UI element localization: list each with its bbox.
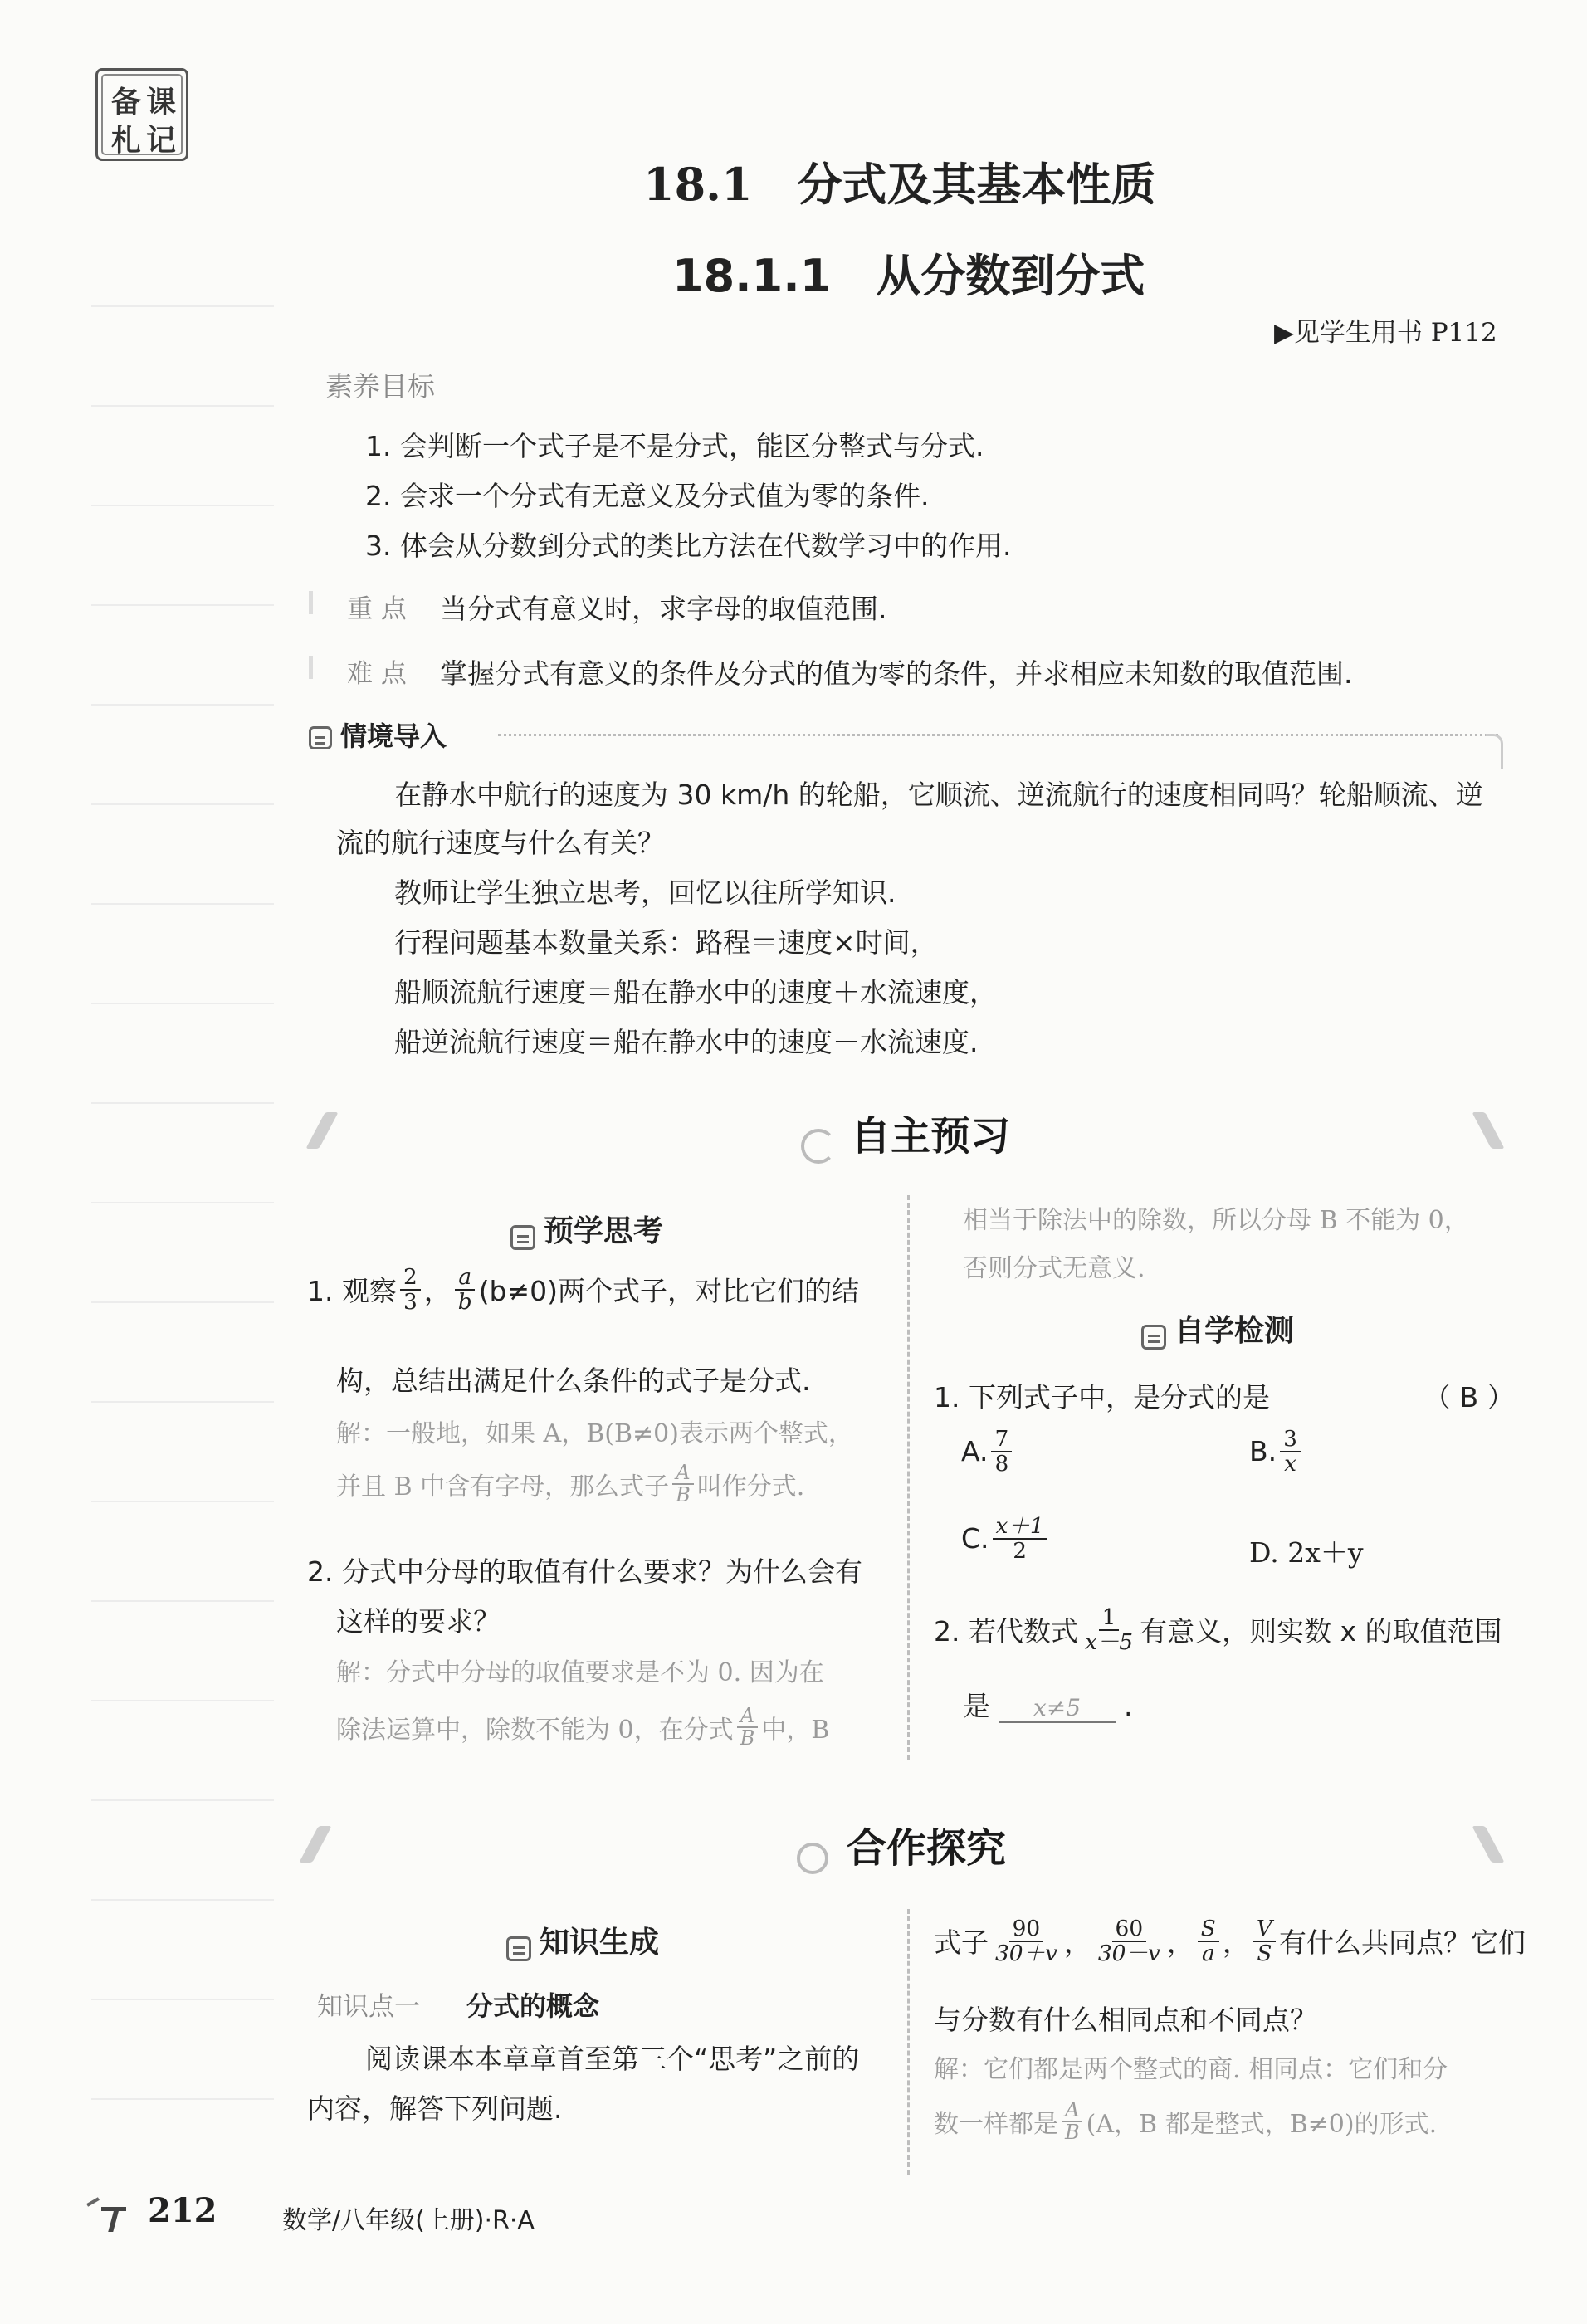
check-heading: 自学检测 [1141,1307,1294,1350]
intro-paragraph: 船逆流航行速度＝船在静水中的速度－水流速度. [394,1026,979,1058]
student-book-reference [1274,311,1497,349]
explore-answer-line2: 数一样都是 $\frac{A}{B}$ (A，B 都是整式，B≠0)的形式. [934,2098,1438,2145]
fraction: $\frac{A}{B}$ [1062,2100,1083,2143]
corner-char: 课 [146,85,177,120]
check-question-2-line2: 是 x≠5 . [963,1690,1133,1722]
fraction: $\frac{A}{B}$ [672,1462,694,1506]
knowledge-point-label: 知识点一 [317,1992,420,2022]
answer-2-continued: 否则分式无意义. [963,1254,1145,1283]
goal-item: 3. 体会从分数到分式的类比方法在代数学习中的作用. [365,530,1012,562]
option-a: A. $\frac{7}{8}$ [961,1428,1015,1475]
answer-1-line2: 并且 B 中含有字母，那么式子 $\frac{A}{B}$ 叫作分式. [336,1461,805,1507]
key-point-marker [309,591,313,614]
goal-item: 1. 会判断一个式子是不是分式，能区分整式与分式. [365,430,984,462]
key-point-text: 当分式有意义时，求字母的取值范围. [440,593,887,625]
decor-slash-right [1472,1112,1504,1149]
column-divider [907,1195,910,1760]
fraction: $\frac{90}{30+v}$ [995,1916,1057,1966]
intro-paragraph: 行程问题基本数量关系：路程＝速度×时间， [394,926,938,959]
answer-2-line2: 除法运算中，除数不能为 0，在分式 $\frac{A}{B}$ 中，B [336,1704,830,1750]
reading-instruction: 阅读课本本章章首至第三个“思考”之前的 [365,2043,860,2075]
corner-char: 札 [111,123,142,158]
intro-paragraph: 船顺流航行速度＝船在静水中的速度＋水流速度， [394,976,997,1008]
book-title: 数学/八年级(上册)·R·A [282,2206,535,2235]
goals-heading: 素养目标 [325,370,435,403]
think-heading: 预学思考 [510,1208,663,1250]
fraction: $\frac{x+1}{2}$ [993,1515,1047,1562]
intro-paragraph: 流的航行速度与什么有关？ [336,827,665,859]
footer-decoration [83,2195,133,2229]
page-number: 212 [148,2191,217,2230]
answer-2-line1: 解：分式中分母的取值要求是不为 0. 因为在 [336,1658,824,1687]
subsection-title: 18.1.1 从分数到分式 [672,250,1145,302]
fraction: $\frac{2}{3}$ [400,1266,421,1313]
option-c: C. $\frac{x+1}{2}$ [961,1515,1051,1562]
notes-margin [91,208,274,2116]
option-d: D. 2x＋y [1249,1536,1364,1569]
explore-band-title: 合作探究 [797,1816,1006,1874]
notebook-icon [510,1225,535,1250]
key-point-label: 重 点 [347,594,407,624]
option-b: B. $\frac{3}{x}$ [1249,1428,1304,1475]
intro-paragraph: 在静水中航行的速度为 30 km/h 的轮船，它顺流、逆流航行的速度相同吗？轮船顺流、逆 [394,779,1483,811]
knowledge-heading: 知识生成 [506,1919,659,1961]
decor-slash-left [299,1826,331,1863]
explore-question-line2: 与分数有什么相同点和不同点？ [934,2004,1317,2036]
difficulty-marker [309,656,313,679]
swirl-icon [801,1129,836,1164]
intro-divider [498,734,1498,736]
fraction: $\frac{7}{8}$ [991,1428,1012,1475]
corner-char: 记 [146,123,177,158]
section-title: 18.1 分式及其基本性质 [643,158,1156,211]
difficulty-text: 掌握分式有意义的条件及分式的值为零的条件，并求相应未知数的取值范围. [440,657,1353,690]
explore-answer-line1: 解：它们都是两个整式的商. 相同点：它们和分 [934,2055,1448,2084]
column-divider [907,1909,910,2175]
notes-corner-box [95,68,188,161]
explore-question: 式子 $\frac{90}{30+v}$ ， $\frac{60}{30-v}$ ， $\frac{S}{a}$ ， $\frac{V}{S}$ 有什么共同点？它们 [934,1916,1526,1966]
fraction: $\frac{S}{a}$ [1198,1917,1219,1965]
magnifier-icon [797,1843,828,1874]
notebook-icon [506,1936,531,1961]
fraction: $\frac{1}{x-5}$ [1084,1604,1134,1655]
fraction: $\frac{3}{x}$ [1280,1428,1301,1475]
intro-heading: 情境导入 [309,715,447,754]
check-question-1-answer: （ B ） [1423,1381,1515,1413]
decor-slash-right [1472,1826,1504,1863]
intro-paragraph: 教师让学生独立思考，回忆以往所学知识. [394,876,896,909]
question-2-line1: 2. 分式中分母的取值有什么要求？为什么会有 [307,1555,862,1588]
preview-band-title: 自主预习 [801,1104,1010,1164]
goal-item: 2. 会求一个分式有无意义及分式值为零的条件. [365,480,930,512]
book-icon [309,726,332,749]
intro-bracket [1486,734,1503,769]
checklist-icon [1141,1325,1166,1350]
question-1: 1. 观察 $\frac{2}{3}$ ， $\frac{a}{b}$ (b≠0)两个式子，对比它们的结 [307,1264,860,1315]
reference-text: 见学生用书 P112 [1293,318,1497,348]
question-1-line2: 构，总结出满足什么条件的式子是分式. [336,1365,811,1397]
knowledge-point-title: 分式的概念 [466,1990,600,2022]
arrow-icon: ▶ [1274,318,1294,348]
check-question-2: 2. 若代数式 $\frac{1}{x-5}$ 有意义，则实数 x 的取值范围 [934,1604,1502,1655]
fraction: $\frac{a}{b}$ [455,1266,476,1313]
fraction: $\frac{V}{S}$ [1253,1917,1276,1965]
decor-slash-left [305,1112,338,1149]
answer-blank: x≠5 [999,1694,1116,1723]
reading-instruction: 内容，解答下列问题. [307,2092,563,2125]
answer-2-continued: 相当于除法中的除数，所以分母 B 不能为 0， [963,1206,1469,1235]
corner-char: 备 [111,85,142,120]
fraction: $\frac{A}{B}$ [737,1706,759,1749]
check-question-1: 1. 下列式子中，是分式的是 [934,1381,1270,1413]
question-2-line2: 这样的要求？ [336,1605,501,1638]
answer-1-line1: 解：一般地，如果 A，B(B≠0)表示两个整式， [336,1419,853,1448]
difficulty-label: 难 点 [347,659,407,689]
fraction: $\frac{60}{30-v}$ [1097,1916,1160,1966]
